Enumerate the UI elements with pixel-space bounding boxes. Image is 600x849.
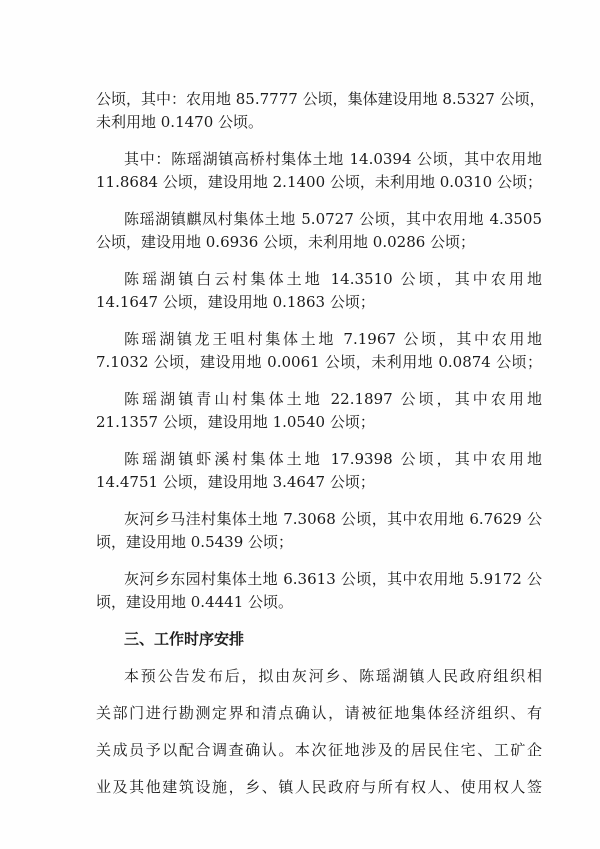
text-line: 21.1357 公顷，建设用地 1.0540 公顷； xyxy=(96,413,375,431)
text-line: 未利用地 0.1470 公顷。 xyxy=(96,113,264,131)
text-line: 关部门进行勘测定界和清点确认，请被征地集体经济组织、有 xyxy=(96,704,542,722)
text-line: 灰河乡东园村集体土地 6.3613 公顷，其中农用地 5.9172 公 xyxy=(124,570,542,588)
text-line: 公顷，建设用地 0.6936 公顷，未利用地 0.0286 公顷； xyxy=(96,233,476,251)
text-line: 11.8684 公顷，建设用地 2.1400 公顷，未利用地 0.0310 公顷； xyxy=(96,173,542,191)
text-line: 陈瑶湖镇虾溪村集体土地 17.9398 公顷，其中农用地 xyxy=(124,450,542,468)
text-line: 公顷，其中：农用地 85.7777 公顷，集体建设用地 8.5327 公顷， xyxy=(96,90,545,108)
text-line: 陈瑶湖镇龙王咀村集体土地 7.1967 公顷，其中农用地 xyxy=(124,330,542,348)
text-line: 灰河乡马洼村集体土地 7.3068 公顷，其中农用地 6.7629 公 xyxy=(124,510,542,528)
document-body xyxy=(96,88,545,799)
text-line: 陈瑶湖镇白云村集体土地 14.3510 公顷，其中农用地 xyxy=(124,270,542,288)
text-line: 陈瑶湖镇麒凤村集体土地 5.0727 公顷，其中农用地 4.3505 xyxy=(124,210,542,228)
text-line: 陈瑶湖镇青山村集体土地 22.1897 公顷，其中农用地 xyxy=(124,390,542,408)
text-line: 其中：陈瑶湖镇高桥村集体土地 14.0394 公顷，其中农用地 xyxy=(124,150,542,168)
text-line: 顷，建设用地 0.4441 公顷。 xyxy=(96,593,294,611)
text-line: 业及其他建筑设施，乡、镇人民政府与所有权人、使用权人签 xyxy=(96,778,542,796)
text-line: 14.1647 公顷，建设用地 0.1863 公顷； xyxy=(96,293,375,311)
section-heading: 三、工作时序安排 xyxy=(124,630,245,648)
text-line: 关成员予以配合调查确认。本次征地涉及的居民住宅、工矿企 xyxy=(96,741,542,759)
text-line: 14.4751 公顷，建设用地 3.4647 公顷； xyxy=(96,473,375,491)
text-line: 顷，建设用地 0.5439 公顷； xyxy=(96,533,294,551)
text-line: 本预公告发布后，拟由灰河乡、陈瑶湖镇人民政府组织相 xyxy=(124,667,542,685)
text-line: 7.1032 公顷，建设用地 0.0061 公顷，未利用地 0.0874 公顷； xyxy=(96,353,542,371)
